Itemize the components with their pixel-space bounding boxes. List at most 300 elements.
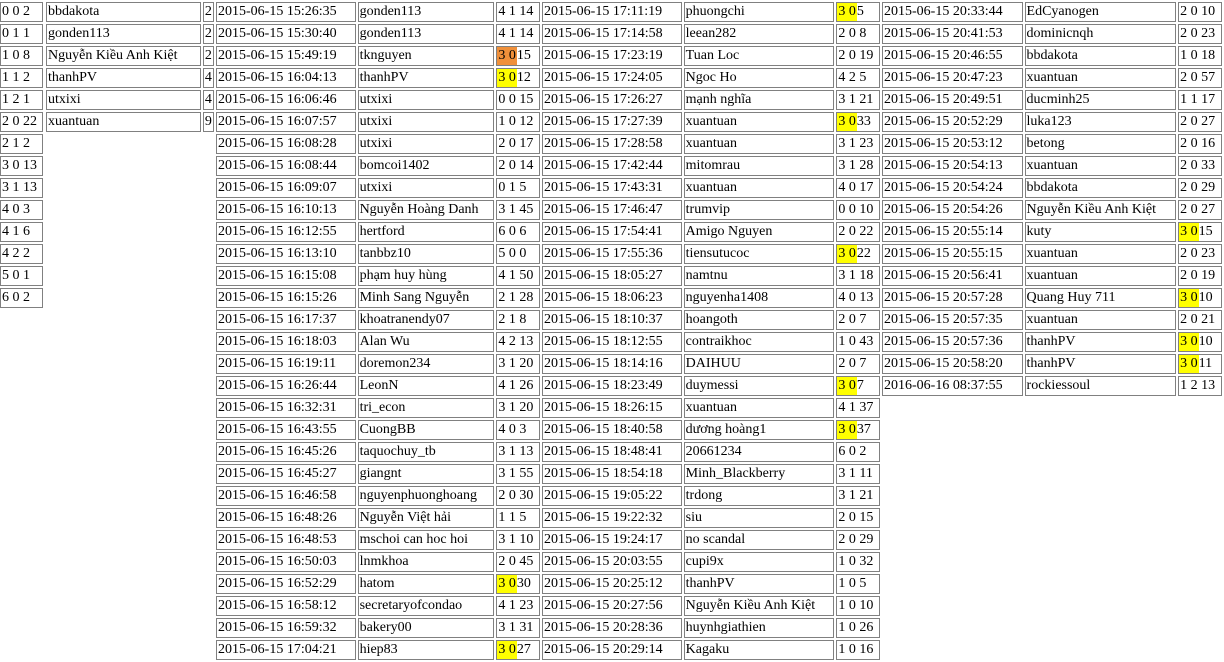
- username-cell: kuty: [1025, 222, 1177, 242]
- username-cell: no scandal: [684, 530, 835, 550]
- score-cell: [1178, 288, 1222, 308]
- table-row: [542, 46, 880, 66]
- table-row: [46, 68, 214, 88]
- score-cell: 2 0 15: [836, 508, 880, 528]
- score-cell: 4 0 3: [496, 420, 540, 440]
- score-cell: 2 0 10: [1178, 2, 1222, 22]
- timestamp-cell: 2015-06-15 16:26:44: [216, 376, 356, 396]
- username-cell: leean282: [684, 24, 835, 44]
- table-row: [882, 178, 1222, 198]
- username-cell: tknguyen: [358, 46, 495, 66]
- table-row: [542, 354, 880, 374]
- table-row: [882, 266, 1222, 286]
- score-cell: 3 1 10: [496, 530, 540, 550]
- username-cell: tri_econ: [358, 398, 495, 418]
- username-cell: siu: [684, 508, 835, 528]
- code-cell: 6 0 2: [0, 288, 43, 308]
- count-cell: 2: [203, 2, 214, 22]
- timestamp-cell: 2015-06-15 16:08:28: [216, 134, 356, 154]
- username-cell: Minh_Blackberry: [684, 464, 835, 484]
- score-cell: 1 2 13: [1178, 376, 1222, 396]
- score-remainder: 10: [1198, 334, 1213, 349]
- score-cell: [1178, 354, 1222, 374]
- table-row: [882, 200, 1222, 220]
- timestamp-cell: 2015-06-15 17:55:36: [542, 244, 682, 264]
- score-remainder: 30: [516, 576, 531, 591]
- score-cell: 2 0 27: [1178, 200, 1222, 220]
- score-cell: 2 0 14: [496, 156, 540, 176]
- table-row: [0, 222, 43, 242]
- username-cell: CuongBB: [358, 420, 495, 440]
- timestamp-cell: 2015-06-15 20:55:14: [882, 222, 1023, 242]
- username-cell: taquochuy_tb: [358, 442, 495, 462]
- timestamp-cell: 2015-06-15 20:49:51: [882, 90, 1023, 110]
- username-cell: thanhPV: [1025, 354, 1177, 374]
- username-cell: utxixi: [358, 134, 495, 154]
- score-cell: 3 1 21: [836, 486, 880, 506]
- table-row: [46, 112, 214, 132]
- username-cell: xuantuan: [684, 112, 835, 132]
- table-row: [216, 552, 540, 572]
- score-cell: 2 0 33: [1178, 156, 1222, 176]
- table-row: [542, 222, 880, 242]
- table-row: [882, 2, 1222, 22]
- username-cell: nguyenphuonghoang: [358, 486, 495, 506]
- score-remainder: 10: [1198, 290, 1213, 305]
- username-cell: gonden113: [358, 24, 495, 44]
- timestamp-cell: 2015-06-15 15:26:35: [216, 2, 356, 22]
- username-cell: dương hoàng1: [684, 420, 835, 440]
- username-cell: phuongchi: [684, 2, 835, 22]
- table-row: [882, 134, 1222, 154]
- score-remainder: 7: [856, 378, 864, 393]
- username-cell: thanhPV: [1025, 332, 1177, 352]
- table-row: [542, 112, 880, 132]
- timestamp-cell: 2015-06-15 18:14:16: [542, 354, 682, 374]
- table-row: [216, 398, 540, 418]
- username-cell: trdong: [684, 486, 835, 506]
- timestamp-cell: 2015-06-15 18:40:58: [542, 420, 682, 440]
- username-cell: Alan Wu: [358, 332, 495, 352]
- table-row: [46, 2, 214, 22]
- table-row: [882, 354, 1222, 374]
- score-remainder: 33: [856, 114, 871, 129]
- table-row: [542, 200, 880, 220]
- timestamp-cell: 2015-06-15 19:22:32: [542, 508, 682, 528]
- table-row: [0, 266, 43, 286]
- code-cell: 1 2 1: [0, 90, 43, 110]
- score-cell: 4 1 50: [496, 266, 540, 286]
- username-cell: bakery00: [358, 618, 495, 638]
- timestamp-cell: 2015-06-15 17:24:05: [542, 68, 682, 88]
- timestamp-cell: 2015-06-15 15:49:19: [216, 46, 356, 66]
- username-cell: Nguyễn Việt hải: [358, 508, 495, 528]
- username-cell: Tuan Loc: [684, 46, 835, 66]
- highlighted-score: 3 0: [838, 378, 856, 393]
- score-cell: 3 1 18: [836, 266, 880, 286]
- table-row: [542, 134, 880, 154]
- table-row: [542, 596, 880, 616]
- timestamp-cell: 2015-06-15 20:54:26: [882, 200, 1023, 220]
- table-row: [542, 574, 880, 594]
- username-cell: Amigo Nguyen: [684, 222, 835, 242]
- username-cell: rockiessoul: [1025, 376, 1177, 396]
- table-row: [46, 24, 214, 44]
- username-cell: Ngoc Ho: [684, 68, 835, 88]
- timestamp-cell: 2015-06-15 20:57:36: [882, 332, 1023, 352]
- score-cell: 1 0 18: [1178, 46, 1222, 66]
- timestamp-cell: 2015-06-15 16:09:07: [216, 178, 356, 198]
- table-row: [0, 46, 43, 66]
- score-cell: 2 0 29: [836, 530, 880, 550]
- username-cell: Nguyễn Kiều Anh Kiệt: [1025, 200, 1177, 220]
- score-cell: 2 0 7: [836, 354, 880, 374]
- score-cell: 5 0 0: [496, 244, 540, 264]
- username-cell: nguyenha1408: [684, 288, 835, 308]
- score-cell: 1 0 16: [836, 640, 880, 660]
- timestamp-cell: 2015-06-15 20:53:12: [882, 134, 1023, 154]
- score-cell: [1178, 332, 1222, 352]
- table-row: [216, 332, 540, 352]
- score-remainder: 5: [856, 4, 864, 19]
- timestamp-cell: 2015-06-15 18:10:37: [542, 310, 682, 330]
- table-row: [542, 156, 880, 176]
- username-cell: secretaryofcondao: [358, 596, 495, 616]
- table-row: [46, 46, 214, 66]
- table-row: [882, 332, 1222, 352]
- table-row: [542, 310, 880, 330]
- score-cell: 3 1 13: [496, 442, 540, 462]
- timestamp-cell: 2015-06-15 18:12:55: [542, 332, 682, 352]
- timestamp-cell: 2015-06-15 16:48:53: [216, 530, 356, 550]
- highlighted-score: 3 0: [1180, 356, 1198, 371]
- timestamp-cell: 2015-06-15 17:23:19: [542, 46, 682, 66]
- score-cell: 6 0 2: [836, 442, 880, 462]
- timestamp-cell: 2015-06-15 16:50:03: [216, 552, 356, 572]
- username-cell: LeonN: [358, 376, 495, 396]
- username-cell: Minh Sang Nguyễn: [358, 288, 495, 308]
- table-row: [0, 2, 43, 22]
- score-cell: 2 0 19: [836, 46, 880, 66]
- username-cell: thanhPV: [684, 574, 835, 594]
- table-row: [216, 530, 540, 550]
- table-row: [0, 288, 43, 308]
- count-cell: 9: [203, 112, 214, 132]
- username-cell: 20661234: [684, 442, 835, 462]
- username-cell: Kagaku: [684, 640, 835, 660]
- username-cell: ducminh25: [1025, 90, 1177, 110]
- timestamp-cell: 2015-06-15 17:11:19: [542, 2, 682, 22]
- table-row: [0, 24, 43, 44]
- table-row: [216, 244, 540, 264]
- timestamp-cell: 2015-06-15 20:29:14: [542, 640, 682, 660]
- timestamp-cell: 2015-06-15 20:54:13: [882, 156, 1023, 176]
- timestamp-cell: 2015-06-15 18:26:15: [542, 398, 682, 418]
- timestamp-cell: 2015-06-15 16:45:27: [216, 464, 356, 484]
- highlighted-score: 3 0: [838, 4, 856, 19]
- timestamp-cell: 2015-06-15 16:46:58: [216, 486, 356, 506]
- timestamp-cell: 2015-06-15 16:08:44: [216, 156, 356, 176]
- username-cell: hiep83: [358, 640, 495, 660]
- table-row: [542, 24, 880, 44]
- timestamp-cell: 2015-06-15 16:12:55: [216, 222, 356, 242]
- table-row: [0, 244, 43, 264]
- username-cell: DAIHUU: [684, 354, 835, 374]
- timestamp-cell: 2015-06-15 20:57:35: [882, 310, 1023, 330]
- timestamp-cell: 2015-06-15 16:59:32: [216, 618, 356, 638]
- username-cell: trumvip: [684, 200, 835, 220]
- timestamp-cell: 2015-06-15 16:06:46: [216, 90, 356, 110]
- timestamp-cell: 2015-06-15 16:17:37: [216, 310, 356, 330]
- score-remainder: 12: [516, 70, 531, 85]
- score-cell: 2 0 29: [1178, 178, 1222, 198]
- timestamp-cell: 2015-06-15 16:48:26: [216, 508, 356, 528]
- score-cell: 4 1 23: [496, 596, 540, 616]
- score-cell: 3 1 21: [836, 90, 880, 110]
- score-cell: 2 0 8: [836, 24, 880, 44]
- code-cell: 1 0 8: [0, 46, 43, 66]
- table-row: [216, 266, 540, 286]
- score-cell: 2 0 45: [496, 552, 540, 572]
- table-row: [542, 2, 880, 22]
- table-row: [882, 46, 1222, 66]
- timestamp-cell: 2015-06-15 18:23:49: [542, 376, 682, 396]
- score-cell: 1 0 43: [836, 332, 880, 352]
- timestamp-cell: 2015-06-15 17:27:39: [542, 112, 682, 132]
- score-cell: 1 0 32: [836, 552, 880, 572]
- table-row: [216, 486, 540, 506]
- code-cell: 5 0 1: [0, 266, 43, 286]
- table-row: [216, 508, 540, 528]
- table-row: [216, 156, 540, 176]
- table-row: [46, 90, 214, 110]
- timestamp-cell: 2015-06-15 20:52:29: [882, 112, 1023, 132]
- username-cell: huynhgiathien: [684, 618, 835, 638]
- username-cell: phạm huy hùng: [358, 266, 495, 286]
- table-row: [216, 178, 540, 198]
- table-row: [0, 200, 43, 220]
- username-cell: xuantuan: [1025, 244, 1177, 264]
- highlighted-score: 3 0: [498, 642, 516, 657]
- score-cell: 4 0 17: [836, 178, 880, 198]
- timestamp-cell: 2015-06-15 19:05:22: [542, 486, 682, 506]
- score-cell: 4 2 13: [496, 332, 540, 352]
- table-row: [216, 222, 540, 242]
- score-cell: 0 0 10: [836, 200, 880, 220]
- username-cell: Nguyễn Kiều Anh Kiệt: [684, 596, 835, 616]
- score-cell: 2 1 8: [496, 310, 540, 330]
- username-cell: hertford: [358, 222, 495, 242]
- timestamp-cell: 2015-06-15 18:05:27: [542, 266, 682, 286]
- username-cell: gonden113: [358, 2, 495, 22]
- score-cell: 2 0 23: [1178, 24, 1222, 44]
- score-cell: 3 1 20: [496, 354, 540, 374]
- table-row: [216, 2, 540, 22]
- table-row: [0, 90, 43, 110]
- timestamp-cell: 2015-06-15 16:58:12: [216, 596, 356, 616]
- timestamp-cell: 2015-06-15 20:58:20: [882, 354, 1023, 374]
- count-cell: 2: [203, 24, 214, 44]
- timestamp-cell: 2015-06-15 15:30:40: [216, 24, 356, 44]
- count-cell: 4: [203, 90, 214, 110]
- table-row: [0, 178, 43, 198]
- username-cell: utxixi: [46, 90, 201, 110]
- timestamp-cell: 2015-06-15 20:03:55: [542, 552, 682, 572]
- score-cell: 3 1 45: [496, 200, 540, 220]
- score-cell: [496, 46, 540, 66]
- code-cell: 0 0 2: [0, 2, 43, 22]
- code-cell: 4 1 6: [0, 222, 43, 242]
- username-cell: doremon234: [358, 354, 495, 374]
- score-cell: 2 0 57: [1178, 68, 1222, 88]
- timestamp-cell: 2015-06-15 16:45:26: [216, 442, 356, 462]
- username-cell: utxixi: [358, 90, 495, 110]
- score-cell: [836, 2, 880, 22]
- code-cell: 1 1 2: [0, 68, 43, 88]
- username-cell: bbdakota: [46, 2, 201, 22]
- username-cell: bbdakota: [1025, 178, 1177, 198]
- timestamp-cell: 2015-06-15 18:48:41: [542, 442, 682, 462]
- username-cell: betong: [1025, 134, 1177, 154]
- timestamp-cell: 2015-06-15 20:56:41: [882, 266, 1023, 286]
- table-row: [882, 310, 1222, 330]
- timestamp-cell: 2015-06-15 17:43:31: [542, 178, 682, 198]
- table-row: [542, 530, 880, 550]
- code-cell: 3 1 13: [0, 178, 43, 198]
- username-cell: duymessi: [684, 376, 835, 396]
- score-cell: 2 0 17: [496, 134, 540, 154]
- table-row: [216, 640, 540, 660]
- username-cell: bomcoi1402: [358, 156, 495, 176]
- username-cell: xuantuan: [684, 134, 835, 154]
- username-cell: namtnu: [684, 266, 835, 286]
- highlighted-score: 3 0: [498, 576, 516, 591]
- table-row: [216, 420, 540, 440]
- timestamp-cell: 2015-06-15 20:27:56: [542, 596, 682, 616]
- count-cell: 4: [203, 68, 214, 88]
- timestamp-cell: 2015-06-15 17:14:58: [542, 24, 682, 44]
- table-row: [542, 420, 880, 440]
- score-cell: [836, 376, 880, 396]
- score-cell: 2 0 19: [1178, 266, 1222, 286]
- submission-log-table-1: [214, 0, 542, 662]
- table-row: [542, 178, 880, 198]
- table-row: [216, 354, 540, 374]
- timestamp-cell: 2015-06-15 16:07:57: [216, 112, 356, 132]
- username-cell: gonden113: [46, 24, 201, 44]
- score-cell: 1 0 12: [496, 112, 540, 132]
- timestamp-cell: 2015-06-15 20:54:24: [882, 178, 1023, 198]
- table-row: [542, 486, 880, 506]
- username-cell: mitomrau: [684, 156, 835, 176]
- username-cell: xuantuan: [684, 178, 835, 198]
- timestamp-cell: 2016-06-16 08:37:55: [882, 376, 1023, 396]
- username-cell: hoangoth: [684, 310, 835, 330]
- username-cell: thanhPV: [358, 68, 495, 88]
- score-remainder: 27: [516, 642, 531, 657]
- table-row: [542, 90, 880, 110]
- count-cell: 2: [203, 46, 214, 66]
- highlighted-score: 3 0: [838, 422, 856, 437]
- highlighted-score: 3 0: [838, 246, 856, 261]
- score-cell: 3 1 11: [836, 464, 880, 484]
- score-cell: 4 1 14: [496, 2, 540, 22]
- username-cell: xuantuan: [1025, 156, 1177, 176]
- timestamp-cell: 2015-06-15 17:46:47: [542, 200, 682, 220]
- score-cell: 3 1 55: [496, 464, 540, 484]
- table-row: [882, 90, 1222, 110]
- username-cell: lnmkhoa: [358, 552, 495, 572]
- table-row: [882, 68, 1222, 88]
- score-cell: 1 1 17: [1178, 90, 1222, 110]
- table-row: [882, 112, 1222, 132]
- timestamp-cell: 2015-06-15 20:41:53: [882, 24, 1023, 44]
- timestamp-cell: 2015-06-15 16:04:13: [216, 68, 356, 88]
- code-cell: 4 0 3: [0, 200, 43, 220]
- username-cell: cupi9x: [684, 552, 835, 572]
- username-cell: khoatranendy07: [358, 310, 495, 330]
- table-row: [216, 574, 540, 594]
- score-cell: 6 0 6: [496, 222, 540, 242]
- score-cell: 2 0 23: [1178, 244, 1222, 264]
- submission-log-table-3: [880, 0, 1224, 398]
- table-row: [542, 398, 880, 418]
- timestamp-cell: 2015-06-15 16:15:26: [216, 288, 356, 308]
- username-cell: tiensutucoc: [684, 244, 835, 264]
- table-row: [542, 68, 880, 88]
- username-cell: xuantuan: [46, 112, 201, 132]
- username-cell: hatom: [358, 574, 495, 594]
- score-cell: 2 0 21: [1178, 310, 1222, 330]
- table-row: [542, 508, 880, 528]
- table-row: [542, 552, 880, 572]
- score-cell: [1178, 222, 1222, 242]
- highlighted-score: 3 0: [1180, 224, 1198, 239]
- username-cell: xuantuan: [1025, 310, 1177, 330]
- username-cell: contraikhoc: [684, 332, 835, 352]
- score-cell: 4 1 26: [496, 376, 540, 396]
- table-row: [882, 156, 1222, 176]
- table-row: [0, 134, 43, 154]
- username-cell: utxixi: [358, 112, 495, 132]
- score-cell: 2 0 27: [1178, 112, 1222, 132]
- code-cell: 0 1 1: [0, 24, 43, 44]
- score-remainder: 15: [516, 48, 531, 63]
- timestamp-cell: 2015-06-15 17:54:41: [542, 222, 682, 242]
- score-cell: [836, 244, 880, 264]
- score-remainder: 22: [856, 246, 871, 261]
- username-cell: luka123: [1025, 112, 1177, 132]
- score-remainder: 11: [1198, 356, 1213, 371]
- table-row: [216, 376, 540, 396]
- score-cell: 3 1 23: [836, 134, 880, 154]
- score-cell: [836, 112, 880, 132]
- timestamp-cell: 2015-06-15 16:32:31: [216, 398, 356, 418]
- table-row: [0, 68, 43, 88]
- username-cell: tanbbz10: [358, 244, 495, 264]
- username-cell: dominicnqh: [1025, 24, 1177, 44]
- score-cell: 0 0 15: [496, 90, 540, 110]
- table-row: [542, 376, 880, 396]
- table-row: [216, 68, 540, 88]
- username-cell: utxixi: [358, 178, 495, 198]
- table-row: [216, 596, 540, 616]
- score-cell: 2 0 22: [836, 222, 880, 242]
- score-cell: [836, 420, 880, 440]
- username-cell: Nguyễn Hoàng Danh: [358, 200, 495, 220]
- timestamp-cell: 2015-06-15 20:25:12: [542, 574, 682, 594]
- highlighted-score: 3 0: [838, 114, 856, 129]
